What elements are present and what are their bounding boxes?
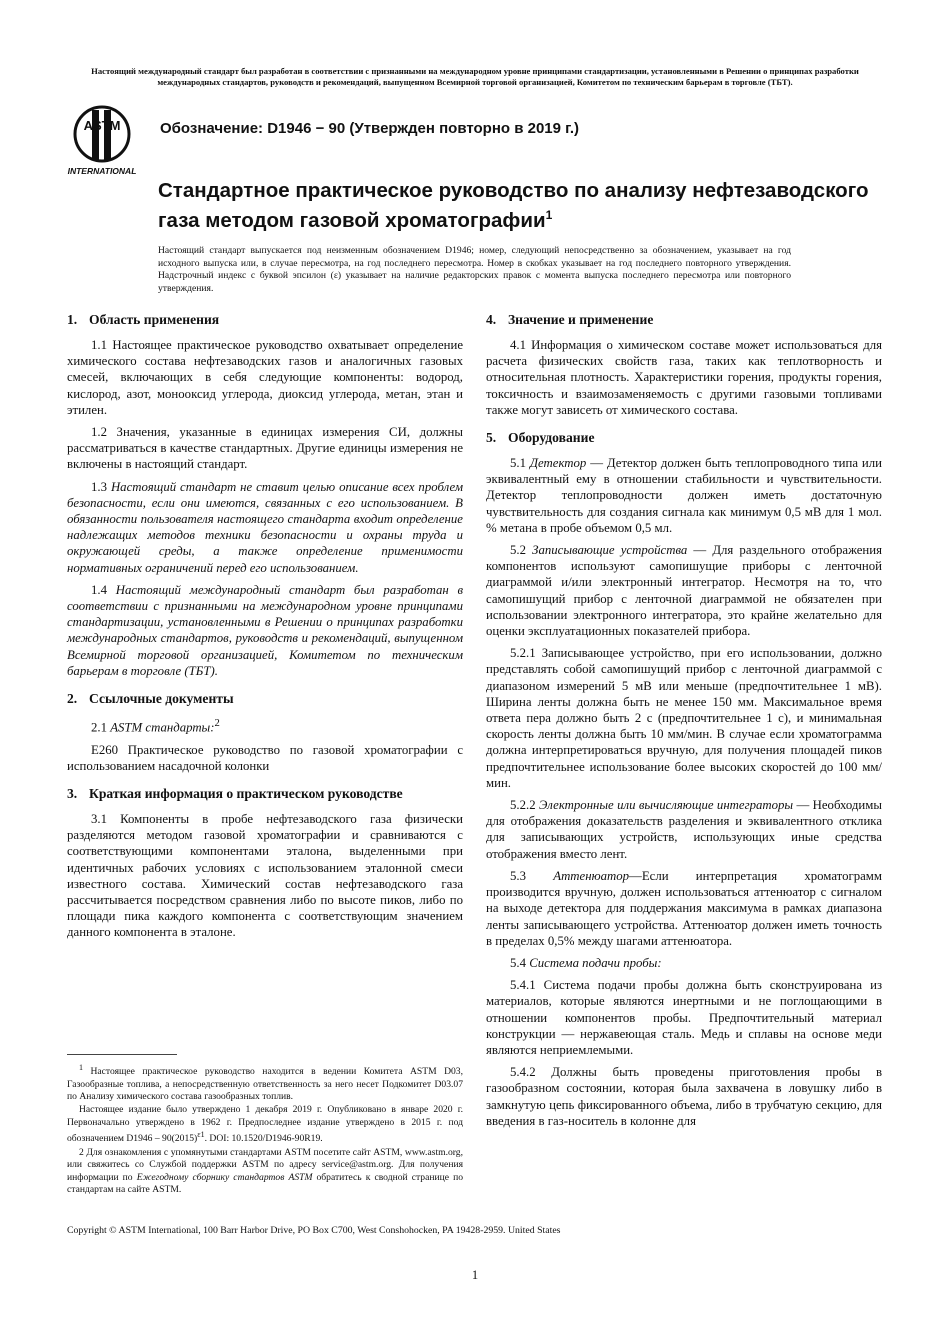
footnote-1-edition: Настоящее издание было утверждено 1 декабря 2019 г. Опубликовано в январе 2020 г. Первоначально утверждено в 1962 г. Предпоследнее издание утверждено в 2015 г. под обозначением $D1946 - 90(2015)^{\varepsilon 1}$. DOI: 10.1520/D1946-90R19. bbox=[67, 1104, 463, 1145]
footnotes bbox=[67, 1062, 463, 1197]
paragraph-3-1: 3.1 Компоненты в пробе нефтезаводского газа физически разделяются методом газовой хроматографии и сравниваются с соответствующими компонентами эталона, выделенными при идентичных рабочих условиях с использованием эталонной смеси известного состава. Химический состав нефтезаводского газа рассчитывается посредством сравнения либо по высоте пиков, либо по площади пика каждого компонента с соответствующим значением данного компонента в эталоне. bbox=[67, 811, 463, 940]
issuance-notice: Настоящий стандарт выпускается под неизменным обозначением D1946; номер, следующий непосредственно за обозначением, указывает на год исходного выпуска или, в случае пересмотра, на год последнего пересмотра. Номер в скобках указывает на год последнего повторного утверждения. Надстрочный индекс с буквой эпсилон (ε) указывает на наличие редакторских правок с момента выпуска последнего пересмотра или повторного утверждения. bbox=[158, 245, 791, 294]
copyright-line: Copyright © ASTM International, 100 Barr Harbor Drive, PO Box C700, West Conshohocken, PA 19428-2959. United States bbox=[67, 1225, 561, 1236]
section-heading-4: 4. Значение и применение bbox=[486, 312, 654, 327]
paragraph-5-4-1: 5.4.1 Система подачи пробы должна быть сконструирована из материалов, которые являются инертными и не поглощающими в отношении компонентов пробы. Предпочтительный материал конструкции — нержавеющая сталь. Медь и сплавы на основе меди являются неприемлемыми. bbox=[486, 978, 882, 1057]
paragraph-1-4: 1.4 Настоящий международный стандарт был разработан в соответствии с признанными на международном уровне принципами стандартизации, установленными в Решении о принципах разработки международных стандартов, руководств и рекомендаций, выпущенном Всемирной торговой организацией, Комитетом по техническим барьерам в торговле (ТБТ). bbox=[67, 582, 464, 678]
paragraph-1-2: 1.2 Значения, указанные в единицах измерения СИ, должны рассматриваться в качестве стандартных. Другие единицы измерения не включены в настоящий стандарт. bbox=[67, 425, 463, 472]
paragraph-5-2-1: 5.2.1 Записывающее устройство, при его использовании, должно представлять собой самопишущий прибор с ленточной диаграммой с диапазоном измерений 5 мВ или меньше (предпочтительнее 1 мВ). Ширина ленты должна быть не менее 150 мм. Максимальное время ответа пера должно быть 2 с (предпочтительнее 1 с), и минимальная скорость ленты должна быть 10 мм/мин. В случае если хроматограмма должна интерпретироваться вручную, для получения площадей пиков предпочтительнее использование более высоких скоростей до 100 мм/мин. bbox=[486, 646, 882, 790]
section-heading-3: 3. Краткая информация о практическом руководстве bbox=[67, 785, 403, 801]
logo-subtitle: INTERNATIONAL bbox=[67, 166, 137, 176]
designation: Обозначение: D1946 − 90 (Утвержден повторно в 2019 г.) bbox=[160, 120, 580, 137]
footnote-1: $^1$ Настоящее практическое руководство находится в ведении Комитета ASTM D03, Газообразные топлива, а непосредственную ответственность за него несет Подкомитет D03.07 по Анализу химического состава газообразных топлив. bbox=[67, 1063, 463, 1102]
document-title bbox=[158, 178, 878, 233]
reference-e260: E260 Практическое руководство по газовой хроматографии с использованием насадочной колонки bbox=[67, 742, 463, 773]
paragraph-5-3: 5.3 Аттенюатор—Если интерпретация хроматограмм производится вручную, должен использоваться аттенюатор с сигналом на выходе детектора для поддержания максимума в рамках диапазона ленты записывающего устройства. Аттенюатор должен иметь точность в пределах 0,5% между шагами аттенюатора. bbox=[486, 868, 883, 948]
left-column bbox=[67, 312, 463, 947]
title-footnote-mark: 1 bbox=[545, 208, 553, 222]
preamble-notice: Настоящий международный стандарт был разработан в соответствии с признанными на международном уровне принципами стандартизации, установленными в Решении о принципах разработки международных стандартов, руководств и рекомендаций, выпущенном Всемирной торговой организацией, Комитетом по техническим барьерам в торговле (ТБТ). bbox=[91, 66, 859, 87]
section-heading-2: 2. Ссылочные документы bbox=[67, 691, 234, 707]
page-number: 1 bbox=[471, 1268, 479, 1282]
paragraph-5-2: 5.2 Записывающие устройства — Для раздельного отображения компонентов используют самопишущие приборы с ленточной диаграммой и/или электронный интегратор. Несмотря на то, что самопишущий прибор с ленточной диаграммой не обязателен при использовании электронного интегратора, это крайне желательно для оценки эксплуатационных показателей прибора. bbox=[486, 543, 882, 639]
title-text: Стандартное практическое руководство по анализу нефтезаводского газа методом газовой хроматографии bbox=[158, 179, 869, 232]
paragraph-4-1: 4.1 Информация о химическом составе может использоваться для расчета физических свойств газа, таких как теплотворность и относительная плотность. Характеристики горения, продукты горения, токсичность и взаимозаменяемость с другими газовыми топливами также могут зависеть от химического состава. bbox=[486, 338, 882, 417]
paragraph-5-2-2: 5.2.2 Электронные или вычисляющие интеграторы — Необходимы для отображения доказательств разделения и эквивалентного отклика для записывающих устройств, использующих иные средства отображения вместо лент. bbox=[486, 798, 882, 861]
paragraph-1-3: 1.3 Настоящий стандарт не ставит целью описание всех проблем безопасности, если они имеются, связанных с его использованием. В обязанности пользователя настоящего стандарта входит определение надлежащих методов техники безопасности и охраны труда и окружающей среды, а также определение применимости нормативных ограничений перед его использованием. bbox=[67, 479, 463, 575]
footnote-divider bbox=[67, 1054, 177, 1055]
astm-logo-icon bbox=[64, 104, 152, 178]
paragraph-5-4: 5.4 Система подачи пробы: bbox=[510, 955, 662, 970]
paragraph-5-4-2: 5.4.2 Должны быть проведены приготовления пробы в газообразном состоянии, которая была захвачена в ловушку либо в замкнутую цепь фиксированного объема, либо в трубчатую секцию, для введения в газ-носитель в колонне для bbox=[486, 1065, 882, 1128]
logo-wordmark: ASTM bbox=[83, 118, 121, 133]
right-column bbox=[486, 312, 882, 1135]
footnote-2: 2 Для ознакомления с упомянутыми стандартами ASTM посетите сайт ASTM, www.astm.org, или свяжитесь со Службой поддержки ASTM по адресу service@astm.org. Для получения информации по Ежегодному сборнику стандартов ASTM обратитесь к сводной странице по стандартам на сайте ASTM. bbox=[67, 1146, 463, 1196]
paragraph-2-1: 2.1 ASTM стандарты:$^2$ bbox=[91, 718, 220, 735]
section-heading-5: 5. Оборудование bbox=[486, 430, 595, 446]
paragraph-1-1: 1.1 Настоящее практическое руководство охватывает определение химического состава нефтезаводских газов и аналогичных газовых смесей, включающих в себя следующие компоненты: водород, кислород, азот, монооксид углерода, диоксид углерода, метан, этан и этилен. bbox=[67, 338, 463, 417]
section-heading-1: 1. Область применения bbox=[67, 312, 220, 327]
paragraph-5-1: 5.1 Детектор — Детектор должен быть теплопроводного типа или эквивалентный ему в отношении стабильности и чувствительности. Детектор теплопроводности должен иметь достаточную чувствительность для создания сигнала как минимум 0,5 мВ для 1 мол. % метана в пробе объемом 0,5 мл. bbox=[486, 456, 882, 535]
astm-logo bbox=[64, 104, 152, 178]
